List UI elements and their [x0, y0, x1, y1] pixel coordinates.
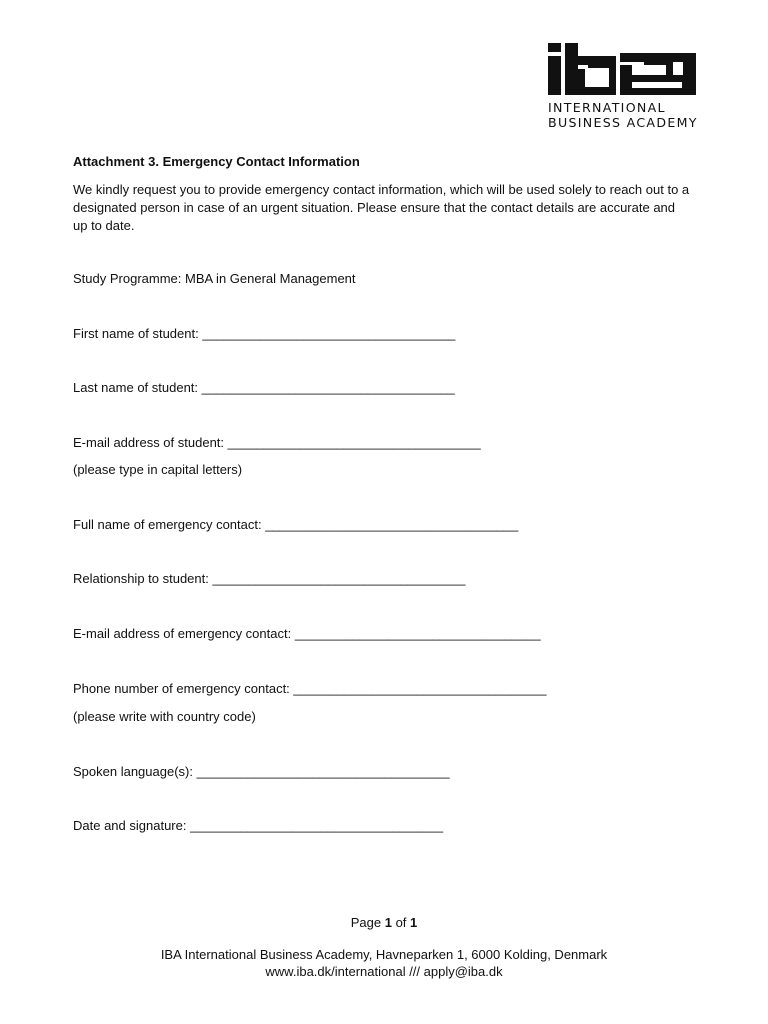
- spoken-languages-field[interactable]: Spoken language(s): ___________________________________: [73, 764, 450, 779]
- page-of: of: [391, 915, 411, 930]
- contact-name-field[interactable]: Full name of emergency contact: ___________________________________: [73, 517, 519, 532]
- document-title: Attachment 3. Emergency Contact Information: [73, 154, 360, 169]
- student-email-note: (please type in capital letters): [73, 462, 243, 477]
- page-current: 1: [384, 915, 392, 930]
- contact-phone-note: (please write with country code): [73, 709, 256, 724]
- relationship-field[interactable]: Relationship to student: ___________________________________: [73, 571, 466, 586]
- intro-paragraph: We kindly request you to provide emergency contact information, which will be used solely to reach out to a designated person in case of an urgent situation. Please ensure that the contact details are accurate and up to date.: [73, 182, 690, 233]
- logo-line-business-academy: BUSINESS ACADEMY: [548, 115, 698, 130]
- contact-email-field[interactable]: E-mail address of emergency contact: __________________________________: [73, 626, 541, 641]
- footer-address: IBA International Business Academy, Havneparken 1, 6000 Kolding, Denmark: [160, 947, 608, 962]
- first-name-field[interactable]: First name of student: ___________________________________: [73, 326, 456, 341]
- page-total: 1: [410, 915, 418, 930]
- student-email-field[interactable]: E-mail address of student: ___________________________________: [73, 435, 481, 450]
- iba-logo-mark: [548, 43, 696, 95]
- iba-logo: [548, 43, 696, 130]
- page-number: [0, 915, 768, 930]
- footer-contact: www.iba.dk/international /// apply@iba.dk: [265, 964, 503, 979]
- page-prefix: Page: [350, 915, 385, 930]
- study-programme-line: Study Programme: MBA in General Management: [73, 271, 356, 286]
- logo-line-international: INTERNATIONAL: [548, 100, 666, 115]
- contact-phone-field[interactable]: Phone number of emergency contact: ___________________________________: [73, 681, 547, 696]
- date-signature-field[interactable]: Date and signature: ___________________________________: [73, 818, 444, 833]
- last-name-field[interactable]: Last name of student: ___________________________________: [73, 380, 455, 395]
